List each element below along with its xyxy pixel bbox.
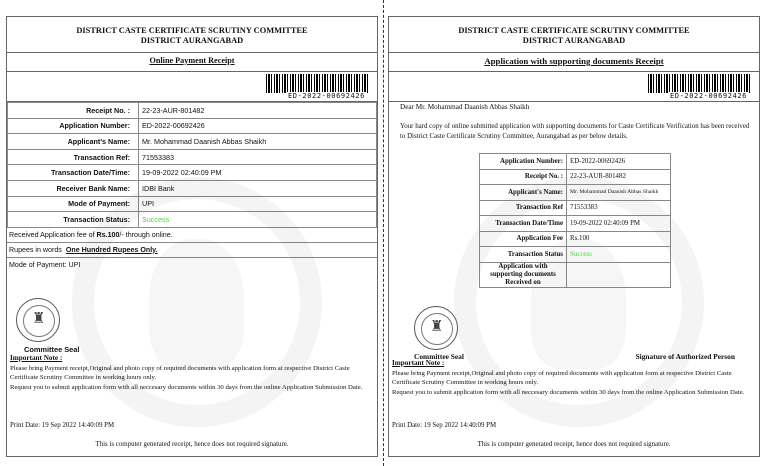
print-date: Print Date: 19 Sep 2022 14:40:09 PM bbox=[10, 422, 115, 429]
receipt-header bbox=[7, 17, 377, 52]
committee-seal-label: Committee Seal bbox=[414, 352, 464, 361]
online-payment-receipt bbox=[6, 16, 378, 457]
table-row: Receipt No. : 22-23-AUR-801482 bbox=[480, 169, 671, 185]
important-note: Important Note : Please bring Payment receipt,Original and photo copy of required documents with application form at respective District Caste Certificate Scrutiny Committee in working hours only. Request you to submit application form with all neccesary documents within 30 days from the online Application Submission Date. bbox=[392, 359, 745, 396]
table-row: Application with supporting documents Received on bbox=[480, 262, 671, 287]
cut-line-divider bbox=[383, 0, 384, 466]
footer-note: This is computer generated receipt, hence does not required signature. bbox=[477, 441, 671, 448]
barcode-text: ED-2022-00692426 bbox=[287, 92, 365, 100]
table-row: Mode of Payment: UPI bbox=[8, 196, 377, 212]
fee-line: Received Application fee of Rs.100/- through online. bbox=[7, 228, 377, 243]
header-district: DISTRICT AURANGABAD bbox=[522, 36, 626, 45]
table-row: Applicant's Name: Mr. Mohammad Daanish Abbas Shaikh bbox=[8, 134, 377, 150]
footer-note: This is computer generated receipt, hence does not required signature. bbox=[95, 441, 289, 448]
receipt-subtitle: Application with supporting documents Receipt bbox=[484, 56, 664, 66]
header-committee: DISTRICT CASTE CERTIFICATE SCRUTINY COMMITTEE bbox=[76, 26, 308, 35]
table-row: Application Number: ED-2022-00692426 bbox=[8, 118, 377, 134]
barcode-text: ED-2022-00692426 bbox=[669, 92, 747, 100]
table-row: Transaction Status: Success bbox=[8, 212, 377, 228]
important-note: Important Note : Please bring Payment receipt,Original and photo copy of required documents with application form at respective District Caste Certificate Scrutiny Committee in working hours only. Request you to submit application form with all neccesary documents within 30 days from the online Application Submission Date. bbox=[10, 354, 363, 391]
table-row: Receiver Bank Name: IDBI Bank bbox=[8, 180, 377, 196]
table-row: Receipt No. : 22-23-AUR-801482 bbox=[8, 103, 377, 119]
table-row: Application Fee Rs.100 bbox=[480, 231, 671, 247]
status-badge: Success bbox=[567, 247, 671, 263]
header-district: DISTRICT AURANGABAD bbox=[140, 36, 244, 45]
mode-of-payment: Mode of Payment: UPI bbox=[9, 260, 81, 269]
greeting: Dear Mr. Mohammad Daanish Abbas Shaikh bbox=[400, 103, 530, 111]
committee-seal-stamp bbox=[16, 298, 60, 342]
barcode bbox=[648, 74, 751, 93]
committee-seal-stamp bbox=[414, 306, 458, 350]
amount-in-words: Rupees in words One Hundred Rupees Only. bbox=[7, 243, 377, 258]
emblem-icon: ♜ bbox=[32, 311, 46, 327]
signature-label: Signature of Authorized Person bbox=[635, 352, 735, 361]
header-committee: DISTRICT CASTE CERTIFICATE SCRUTINY COMMITTEE bbox=[458, 26, 690, 35]
receipt-paragraph: Your hard copy of online submitted application with supporting documents for Caste Certificate Verification has been received to District Caste Certificate Scrutiny Committee, Aurangabad as per below details. bbox=[400, 123, 750, 140]
receipt-subtitle: Online Payment Receipt bbox=[149, 56, 235, 65]
barcode bbox=[266, 74, 369, 93]
documents-receipt bbox=[388, 16, 760, 457]
payment-details-table bbox=[7, 102, 377, 228]
table-row: Transaction Date/Time: 19-09-2022 02:40:09 PM bbox=[8, 165, 377, 181]
barcode-row bbox=[7, 71, 377, 102]
table-row: Application Number: ED-2022-00692426 bbox=[480, 154, 671, 170]
committee-seal-label: Committee Seal bbox=[24, 345, 80, 354]
table-row: Transaction Ref: 71553383 bbox=[8, 149, 377, 165]
table-row: Transaction Ref 71553383 bbox=[480, 200, 671, 216]
emblem-icon: ♜ bbox=[430, 319, 444, 335]
table-row: Transaction Status Success bbox=[480, 247, 671, 263]
status-badge: Success bbox=[139, 212, 377, 228]
table-row: Applicant's Name: Mr. Mohammad Daanish Abbas Shaikh bbox=[480, 185, 671, 201]
barcode-row bbox=[389, 71, 759, 102]
table-row: Transaction Date/Time 19-09-2022 02:40:09 PM bbox=[480, 216, 671, 232]
print-date: Print Date: 19 Sep 2022 14:40:09 PM bbox=[392, 422, 497, 429]
application-details-table bbox=[479, 153, 671, 288]
receipt-header bbox=[389, 17, 759, 52]
